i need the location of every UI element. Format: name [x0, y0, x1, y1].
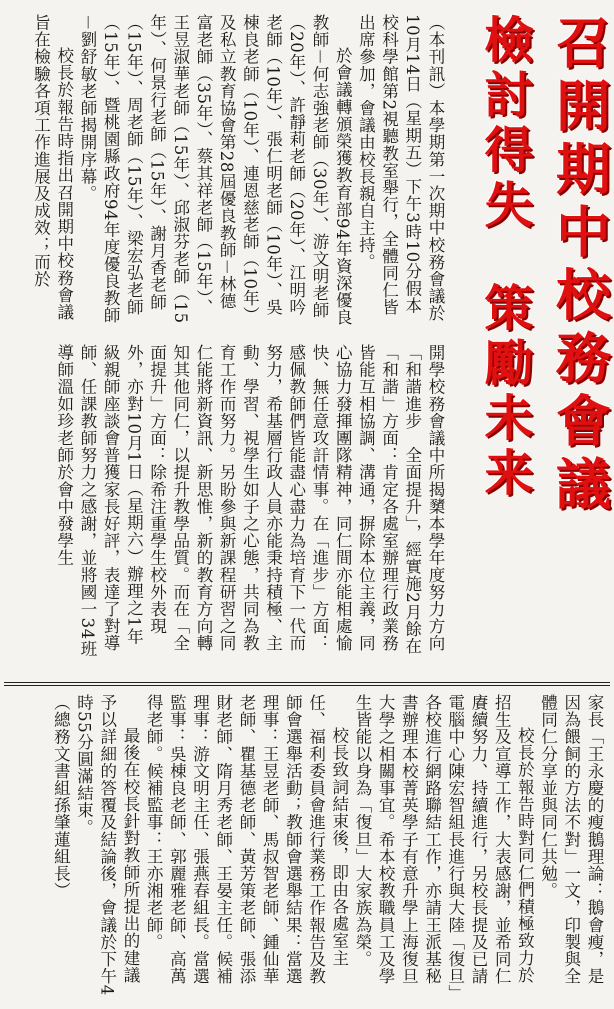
article-paragraph: 於會議轉頒榮獲教育部94年資深優良教師－何志強老師（30年）、游文明老師（20年）、許靜莉老師（20年）、江明吟老師（10年）、張仁明老師（10年）、吳棟良老師（10年）、連恩慈老師（10年）及私立教育協會第28屆優良教師－林德富老師（35年）、蔡其祥老師（15年）、王昱淑華老師（15年）、邱淑芬老師（15年）、何景行老師（15年）、謝月香老師（15年）、周老師（15年）、梁宏弘老師（15年）、暨桃園縣政府94年度優良教師－劉舒敏老師揭開序幕。: [77, 14, 353, 326]
article-paragraph: 家長「王永慶的瘦鵝理論：鵝會瘦，是因為餵飼的方法不對」一文，印製與全體同仁分享並與同仁共勉。: [538, 694, 604, 985]
article-paragraph: 校長致詞結束後，即由各處室主任、福利委員會進行業務工作報告及教師會選舉活動；教師會選舉結果：當選理事：王昱老師、馬叔智老師、鍾仙華老師、瞿基德老師、黃芳策老師、張添財老師、隋月秀老師、王晏主任。候補理事：游文明主任、張燕春組長。當選監事：吳棟良老師、郭麗雅老師、高萬得老師。候補監事：王亦湘老師。: [144, 694, 349, 985]
article-paragraph: 校長於報告時指出召開期中校務會議旨在檢驗各項工作進展及成效；而於: [31, 14, 74, 321]
article-paragraph: 開學校務會議中所揭櫫本學年度努力方向「和諧進步 全面提升」，經實施2月餘在「和諧」方面：肯定各處室辦理行政業務皆能互相協調、溝通，摒除本位主義，同心協力發揮團隊精神，同仁間亦能相處愉快、無任意攻訐情事。在「進步」方面：感佩教師們皆能盡心盡力為培育下一代而努力，希基層行政人員亦能秉持積極、主動、學習、視學生如子之心態，共同為教育工作而努力。另盼參與新課程研習之同仁能將新資訊、新思惟，新的教育方向轉知其他同仁，以提升教學品質。而在「全面提升」方面：除希注重學生校外表現外，亦對10月1日（星期六）辦理之1年級親師座談會普獲家長好評，表達了對導師、任課教師努力之感謝，並將國一34班導師溫如珍老師於會中發學生: [54, 344, 445, 657]
divider-line: [4, 685, 610, 686]
article-paragraph: 最後在校長針對教師所提出的建議予以詳細的答覆及結論後，會議於下午4時55分圓滿結束。: [74, 694, 140, 996]
article-paragraph: （本刊訊）本學期第一次期中校務會議於10月14日（星期五）下午3時10分假本校科學館第2視聽教室舉行，全體同仁皆出席參加，會議由校長親自主持。: [356, 14, 445, 322]
headline-sub-2: 策勵未来: [477, 282, 534, 502]
headline-main: 召開期中校務會議: [547, 14, 611, 518]
article-block-top-left: [31, 14, 447, 326]
article-byline: （總務文書組孫肇蓮組長）: [51, 694, 71, 900]
divider-line: [4, 682, 610, 683]
headline-sub-1: 檢討得失: [477, 14, 534, 234]
article-block-bottom: [6, 694, 606, 998]
article-block-middle-left: [54, 344, 447, 659]
article-paragraph: 校長於報告時對同仁們積極致力於招生及宣導工作，大表感謝，並希同仁賡續努力、持續進行，另校長提及已請電腦中心陳宏智組長進行與大陸「復旦」各校進行網路聯結工作，亦請王派基秘書辦理本校菁英學子有意升學上海復旦大學之相關事宜。希本校教職員工及學生皆能以身為「復旦」大家族為榮。: [352, 694, 535, 994]
